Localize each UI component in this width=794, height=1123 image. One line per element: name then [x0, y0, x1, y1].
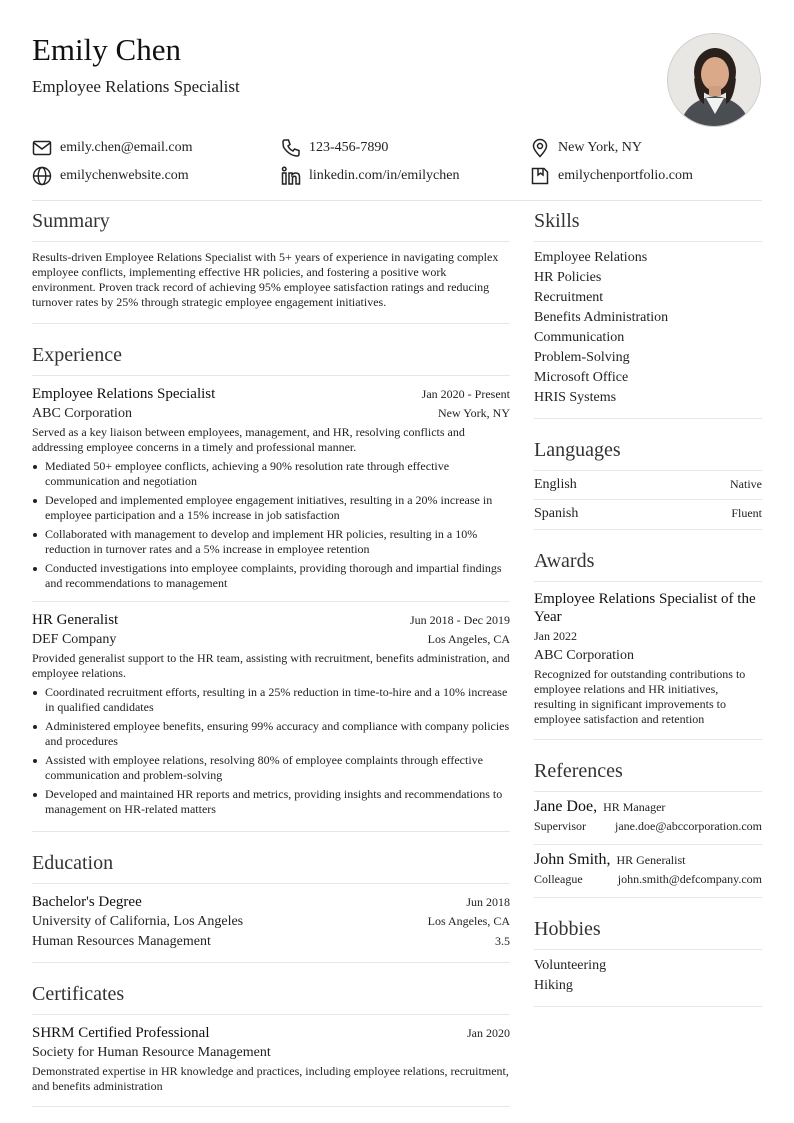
- certificates-heading: Certificates: [32, 979, 510, 1015]
- graduation-date: Jun 2018: [466, 895, 510, 909]
- gpa: 3.5: [495, 934, 510, 948]
- hobbies-section: [534, 914, 762, 1007]
- language-level: Native: [730, 477, 762, 491]
- hobby-item: Hiking: [534, 978, 573, 993]
- school-name: University of California, Los Angeles: [32, 914, 244, 929]
- skill-item: Recruitment: [534, 290, 604, 305]
- experience-item: [32, 602, 510, 831]
- profile-photo: [667, 33, 761, 127]
- contact-phone[interactable]: [281, 138, 530, 158]
- skills-list: [534, 242, 762, 418]
- job-location: New York, NY: [437, 406, 510, 420]
- award-description: Recognized for outstanding contributions to employee relations and HR initiatives, resulting in significant improvements to employee satisfaction and retention: [534, 667, 746, 726]
- side-column: [534, 206, 762, 1007]
- hobby-item: Volunteering: [534, 958, 607, 973]
- achievement-item: Administered employee benefits, ensuring 99% accuracy and compliance with company policies and procedures: [32, 719, 510, 749]
- job-dates: Jun 2018 - Dec 2019: [410, 613, 510, 627]
- main-column: [32, 206, 510, 1107]
- achievement-item: Collaborated with management to develop and implement HR policies, resulting in a 10% reduction in turnover rates and a 5% increase in employee retention: [32, 527, 510, 557]
- phone-icon: [281, 138, 301, 158]
- job-title: HR Generalist: [32, 612, 119, 628]
- education-item: [32, 884, 510, 962]
- reference-position: HR Generalist: [616, 853, 686, 867]
- hobbies-list: [534, 950, 762, 1006]
- language-name: English: [534, 477, 577, 492]
- candidate-title: Employee Relations Specialist: [32, 77, 240, 96]
- certificates-section: [32, 979, 510, 1107]
- contact-linkedin[interactable]: [281, 166, 530, 186]
- achievement-item: Developed and maintained HR reports and metrics, providing insights and recommendations to management on HR-related matters: [32, 787, 510, 817]
- resume-header: [32, 30, 762, 130]
- reference-relation: Supervisor: [534, 819, 586, 833]
- linkedin-text: linkedin.com/in/emilychen: [309, 168, 460, 183]
- certificate-item: [32, 1015, 510, 1106]
- achievement-item: Developed and implemented employee engagement initiatives, resulting in a 20% increase in employee participation and a 15% increase in job satisfaction: [32, 493, 510, 523]
- languages-heading: Languages: [534, 435, 762, 471]
- language-level: Fluent: [731, 506, 762, 520]
- skill-item: Benefits Administration: [534, 310, 669, 325]
- skills-section: [534, 206, 762, 419]
- skill-item: HR Policies: [534, 270, 602, 285]
- award-item: [534, 582, 762, 739]
- portfolio-text: emilychenportfolio.com: [558, 168, 693, 183]
- reference-position: HR Manager: [603, 800, 666, 814]
- reference-email[interactable]: jane.doe@abccorporation.com: [615, 819, 762, 833]
- awards-section: [534, 546, 762, 740]
- website-text: emilychenwebsite.com: [60, 168, 189, 183]
- award-date: Jan 2022: [534, 629, 577, 643]
- certificate-issuer: Society for Human Resource Management: [32, 1045, 271, 1060]
- location-text: New York, NY: [558, 140, 643, 155]
- contact-location: [530, 138, 762, 158]
- reference-item: [534, 792, 762, 845]
- company-name: ABC Corporation: [32, 406, 132, 421]
- reference-name: John Smith,: [534, 851, 611, 868]
- award-name: Employee Relations Specialist of the Year: [534, 591, 756, 625]
- education-heading: Education: [32, 848, 510, 884]
- job-description: Provided generalist support to the HR team, assisting with recruitment, benefits administration, and employee relations.: [32, 651, 510, 680]
- achievement-item: Coordinated recruitment efforts, resulting in a 25% reduction in time-to-hire and a 10% increase in qualified candidates: [32, 685, 510, 715]
- education-section: [32, 848, 510, 963]
- experience-heading: Experience: [32, 340, 510, 376]
- references-heading: References: [534, 756, 762, 792]
- achievement-item: Conducted investigations into employee complaints, providing thorough and impartial findings and recommendations to management: [32, 561, 510, 591]
- degree: Bachelor's Degree: [32, 894, 142, 910]
- reference-item: [534, 845, 762, 897]
- language-item: [534, 500, 762, 529]
- summary-section: [32, 206, 510, 324]
- job-location: Los Angeles, CA: [427, 632, 510, 646]
- language-name: Spanish: [534, 506, 579, 521]
- email-text: emily.chen@email.com: [60, 140, 193, 155]
- job-description: Served as a key liaison between employees, management, and HR, resolving conflicts and addressing employee concerns in a timely and professional manner.: [32, 425, 465, 454]
- skill-item: Employee Relations: [534, 250, 648, 265]
- header-divider: [32, 200, 762, 201]
- achievement-item: Assisted with employee relations, resolving 80% of employee complaints through effective communication and problem-solving: [32, 753, 510, 783]
- job-dates: Jan 2020 - Present: [421, 387, 510, 401]
- summary-heading: Summary: [32, 206, 510, 242]
- reference-name: Jane Doe,: [534, 798, 598, 815]
- skill-item: HRIS Systems: [534, 390, 617, 405]
- phone-text: 123-456-7890: [309, 140, 389, 155]
- achievement-item: Mediated 50+ employee conflicts, achieving a 90% resolution rate through effective communication and negotiation: [32, 459, 510, 489]
- skill-item: Problem-Solving: [534, 350, 630, 365]
- hobbies-heading: Hobbies: [534, 914, 762, 950]
- globe-icon: [32, 166, 52, 186]
- job-title: Employee Relations Specialist: [32, 386, 216, 402]
- contact-website[interactable]: [32, 166, 281, 186]
- reference-email[interactable]: john.smith@defcompany.com: [617, 872, 762, 886]
- company-name: DEF Company: [32, 632, 117, 647]
- contact-portfolio[interactable]: [530, 166, 762, 186]
- location-icon: [530, 138, 550, 158]
- contact-info: [32, 134, 762, 190]
- field-of-study: Human Resources Management: [32, 934, 211, 949]
- experience-section: [32, 340, 510, 832]
- candidate-name: Emily Chen: [32, 32, 181, 67]
- award-issuer: ABC Corporation: [534, 648, 634, 663]
- skill-item: Microsoft Office: [534, 370, 629, 385]
- reference-relation: Colleague: [534, 872, 583, 886]
- linkedin-icon: [281, 166, 301, 186]
- references-section: [534, 756, 762, 898]
- summary-text: Results-driven Employee Relations Specialist with 5+ years of experience in navigating complex employee conflicts, implementing effective HR policies, and fostering a positive work environment. Proven track record of achieving 95% employee satisfaction ratings and reducing turnover rates by 25% through strategic employee engagement initiatives.: [32, 250, 499, 309]
- skill-item: Communication: [534, 330, 625, 345]
- job-achievements: [32, 459, 510, 591]
- portfolio-icon: [530, 166, 550, 186]
- certificate-name: SHRM Certified Professional: [32, 1025, 210, 1041]
- school-location: Los Angeles, CA: [427, 914, 510, 928]
- certificate-description: Demonstrated expertise in HR knowledge and practices, including employee relations, recruitment, and benefits administration: [32, 1064, 509, 1093]
- experience-item: [32, 376, 510, 602]
- contact-email[interactable]: [32, 138, 281, 158]
- languages-section: [534, 435, 762, 530]
- skills-heading: Skills: [534, 206, 762, 242]
- email-icon: [32, 138, 52, 158]
- language-item: [534, 471, 762, 500]
- certificate-date: Jan 2020: [467, 1026, 510, 1040]
- awards-heading: Awards: [534, 546, 762, 582]
- job-achievements: [32, 685, 510, 817]
